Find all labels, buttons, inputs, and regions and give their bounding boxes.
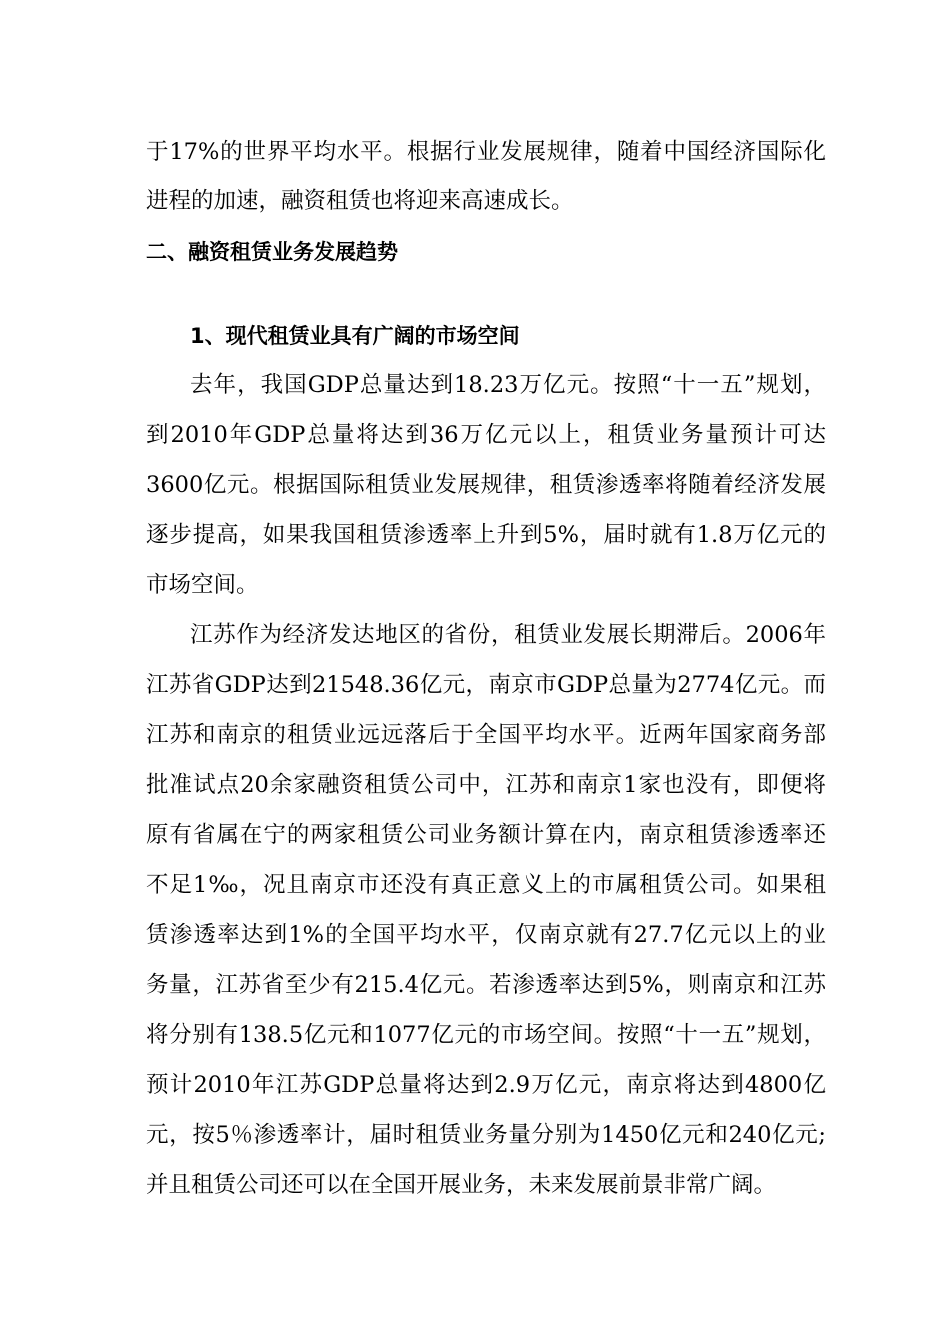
paragraph-line: 3600亿元。根据国际租赁业发展规律，租赁渗透率将随着经济发展	[146, 472, 826, 498]
paragraph-line: 江苏和南京的租赁业远远落后于全国平均水平。近两年国家商务部	[146, 722, 826, 748]
paragraph-line: 江苏作为经济发达地区的省份，租赁业发展长期滞后。2006年	[190, 622, 826, 648]
paragraph-line: 并且租赁公司还可以在全国开展业务，未来发展前景非常广阔。	[146, 1172, 777, 1198]
section-heading: 二、融资租赁业务发展趋势	[146, 240, 398, 264]
paragraph-line: 预计2010年江苏GDP总量将达到2.9万亿元，南京将达到4800亿	[146, 1072, 826, 1098]
paragraph-line: 去年，我国GDP总量达到18.23万亿元。按照“十一五”规划，	[190, 372, 826, 398]
paragraph-line: 原有省属在宁的两家租赁公司业务额计算在内，南京租赁渗透率还	[146, 822, 826, 848]
paragraph-line: 江苏省GDP达到21548.36亿元，南京市GDP总量为2774亿元。而	[146, 672, 826, 698]
intro-line: 进程的加速，融资租赁也将迎来高速成长。	[146, 188, 574, 214]
paragraph-line: 不足1‰，况且南京市还没有真正意义上的市属租赁公司。如果租	[146, 872, 826, 898]
intro-line: 于17%的世界平均水平。根据行业发展规律，随着中国经济国际化	[146, 139, 826, 165]
paragraph-line: 将分别有138.5亿元和1077亿元的市场空间。按照“十一五”规划，	[146, 1022, 826, 1048]
paragraph-line: 批准试点20余家融资租赁公司中，江苏和南京1家也没有，即便将	[146, 772, 826, 798]
subsection-heading: 1、现代租赁业具有广阔的市场空间	[190, 324, 520, 348]
paragraph-line: 元，按5％渗透率计，届时租赁业务量分别为1450亿元和240亿元;	[146, 1122, 826, 1148]
paragraph-line: 市场空间。	[146, 572, 259, 598]
paragraph-line: 到2010年GDP总量将达到36万亿元以上，租赁业务量预计可达	[146, 422, 826, 448]
paragraph-line: 务量，江苏省至少有215.4亿元。若渗透率达到5%，则南京和江苏	[146, 972, 826, 998]
paragraph-line: 赁渗透率达到1%的全国平均水平，仅南京就有27.7亿元以上的业	[146, 922, 826, 948]
paragraph-line: 逐步提高，如果我国租赁渗透率上升到5%，届时就有1.8万亿元的	[146, 522, 826, 548]
